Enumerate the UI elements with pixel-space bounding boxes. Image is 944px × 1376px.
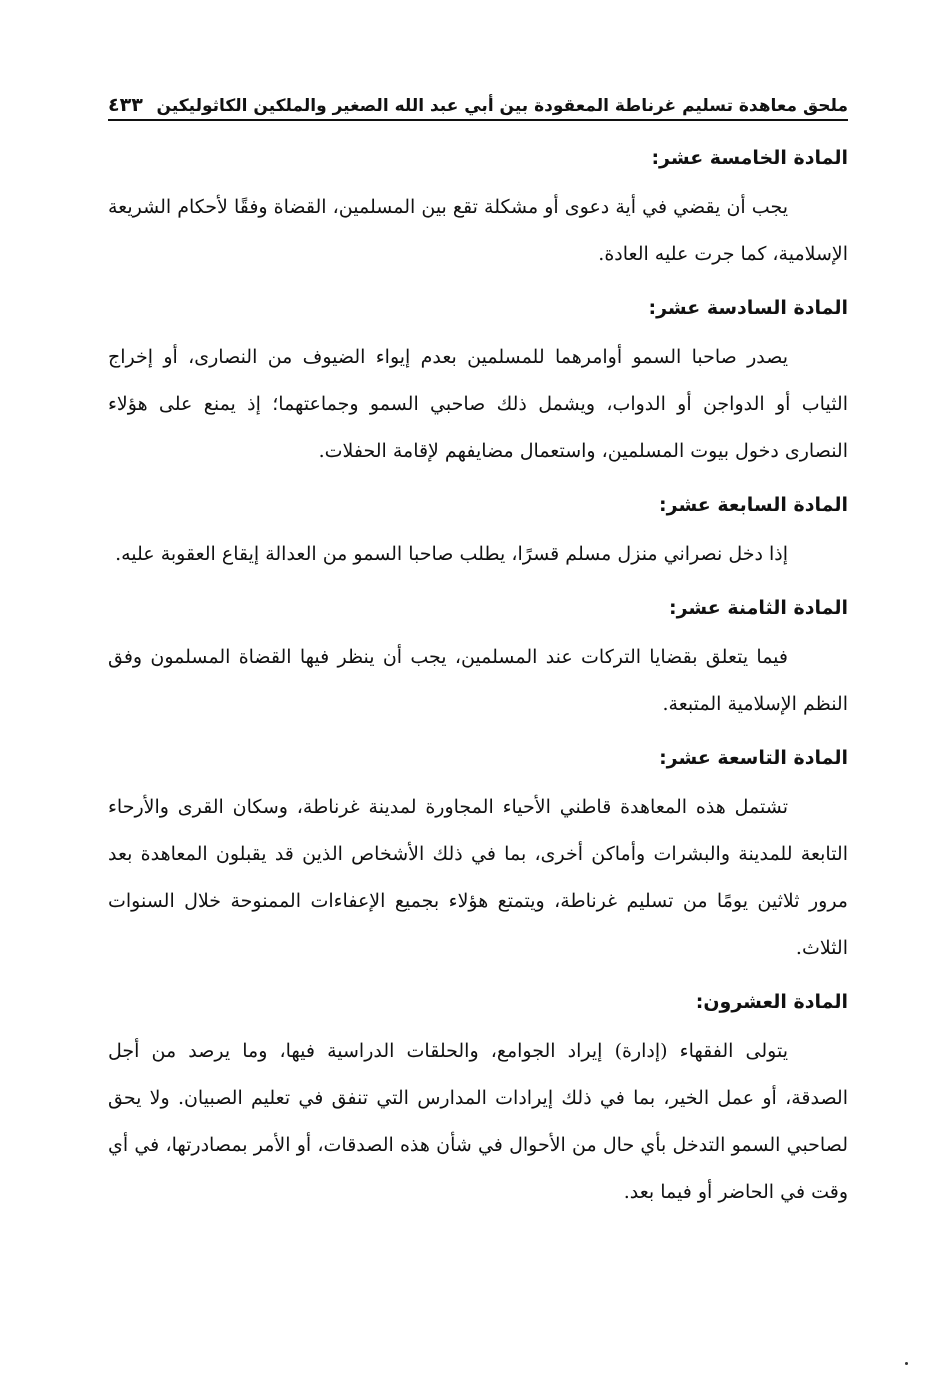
article-paragraph: يتولى الفقهاء (إدارة) إيراد الجوامع، والحلقات الدراسية فيها، وما يرصد من أجل الصدقة، أو عمل الخير، بما في ذلك إيرادات المدارس التي تنفق في تعليم الصبيان. ولا يحق لصاحبي السمو التدخل بأي حال من الأحوال في شأن هذه الصدقات، أو الأمر بمصادرتها، في أي وقت في الحاضر أو فيما بعد. [108,1040,848,1203]
article-paragraph: يجب أن يقضي في أية دعوى أو مشكلة تقع بين المسلمين، القضاة وفقًا لأحكام الشريعة الإسلامية، كما جرت عليه العادة. [108,196,848,265]
article-paragraph: يصدر صاحبا السمو أوامرهما للمسلمين بعدم إيواء الضيوف من النصارى، أو إخراج الثياب أو الدواجن أو الدواب، ويشمل ذلك صاحبي السمو وجماعتهما؛ إذ يمنع على هؤلاء النصارى دخول بيوت المسلمين، واستعمال مضايفهم لإقامة الحفلات. [108,346,848,462]
running-header-title: ملحق معاهدة تسليم غرناطة المعقودة بين أبي عبد الله الصغير والملكين الكاثوليكين [156,96,848,116]
article-heading: المادة الثامنة عشر: [668,597,848,619]
article-heading: المادة التاسعة عشر: [659,747,848,769]
article-heading: المادة السابعة عشر: [659,494,848,516]
running-header [108,82,848,116]
article-paragraph: إذا دخل نصراني منزل مسلم قسرًا، يطلب صاحبا السمو من العدالة إيقاع العقوبة عليه. [115,543,788,565]
article-heading: المادة العشرون: [695,991,848,1013]
article-20 [108,982,848,1216]
article-paragraph: تشتمل هذه المعاهدة قاطني الأحياء المجاورة لمدينة غرناطة، وسكان القرى والأرحاء التابعة للمدينة والبشرات وأماكن أخرى، بما في ذلك الأشخاص الذين قد يقبلون المعاهدة بعد مرور ثلاثين يومًا من تسليم غرناطة، ويتمتع هؤلاء بجميع الإعفاءات الممنوحة خلال السنوات الثلاث. [108,796,848,959]
article-16 [108,288,848,475]
article-19 [108,738,848,972]
article-heading: المادة الخامسة عشر: [651,147,848,169]
article-18 [108,588,848,728]
article-paragraph: فيما يتعلق بقضايا التركات عند المسلمين، يجب أن ينظر فيها القضاة المسلمون وفق النظم الإسلامية المتبعة. [108,646,848,715]
scan-speck [905,1362,908,1365]
article-17 [108,485,848,578]
article-heading: المادة السادسة عشر: [648,297,848,319]
header-divider [108,119,848,121]
page-body [108,138,848,1226]
page-number: ٤٣٣ [108,94,143,116]
article-15 [108,138,848,278]
